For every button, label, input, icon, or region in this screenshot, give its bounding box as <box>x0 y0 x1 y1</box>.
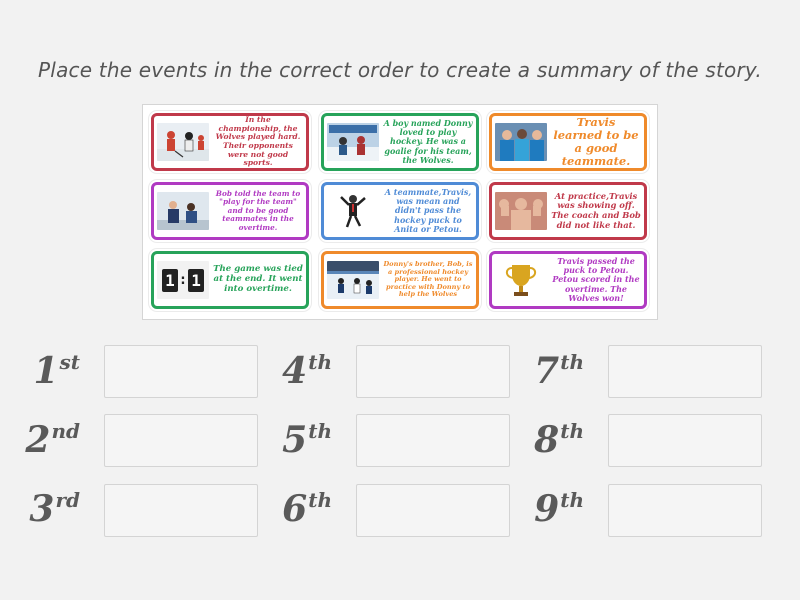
answer-slot-4[interactable] <box>356 345 510 398</box>
card-text: The game was tied at the end. It went into overtime. <box>213 264 303 294</box>
answer-slot-6[interactable] <box>356 484 510 537</box>
event-card-6[interactable] <box>489 182 647 240</box>
ordinal-label-8: 8th <box>534 419 584 461</box>
ordinal-label-6: 6th <box>282 488 332 530</box>
flexing-boy-photo-icon <box>495 192 547 230</box>
card-text: A teammate,Travis, was mean and didn't pass the hockey puck to Anita or Petou. <box>384 187 472 234</box>
answer-slot-5[interactable] <box>356 414 510 467</box>
ordinal-label-4: 4th <box>282 350 332 392</box>
event-card-9[interactable] <box>489 251 647 309</box>
instruction-text: Place the events in the correct order to create a summary of the story. <box>38 58 762 82</box>
ordinal-label-7: 7th <box>534 350 584 392</box>
ordinal-label-2: 2nd <box>25 419 80 461</box>
event-card-3[interactable] <box>489 113 647 171</box>
event-card-2[interactable] <box>321 113 479 171</box>
ordinal-label-9: 9th <box>534 488 584 530</box>
hockey-rink-photo-icon <box>327 261 379 299</box>
ordinal-label-1: 1st <box>33 350 80 392</box>
trophy-icon <box>495 261 547 299</box>
showing-off-figure-icon <box>327 192 379 230</box>
score-right: 1 <box>188 269 204 292</box>
card-text: At practice,Travis was showing off. The coach and Bob did not like that. <box>551 190 641 230</box>
answer-slot-9[interactable] <box>608 484 762 537</box>
answer-slot-1[interactable] <box>104 345 258 398</box>
answer-slot-8[interactable] <box>608 414 762 467</box>
card-text: Travis learned to be a good teammate. <box>553 114 639 169</box>
answer-slot-3[interactable] <box>104 484 258 537</box>
hockey-game-photo-icon <box>157 123 209 161</box>
card-text: Donny's brother, Bob, is a professional hockey player. He went to practice with Donny to help the Wolves <box>383 260 473 299</box>
card-text: In the championship, the Wolves played hard. Their opponents were not good sports. <box>215 114 301 168</box>
book-cover-photo-icon <box>327 123 379 161</box>
card-text: Travis passed the puck to Petou. Petou scored in the overtime. The Wolves won! <box>552 256 640 303</box>
ordinal-label-3: 3rd <box>29 488 80 530</box>
coach-talk-photo-icon <box>157 192 209 230</box>
card-text: A boy named Donny loved to play hockey. He was a goalie for his team, the Wolves. <box>383 118 473 165</box>
cards-sheet <box>142 104 658 320</box>
event-card-5[interactable] <box>321 182 479 240</box>
score-separator: : <box>178 272 188 288</box>
ordinal-label-5: 5th <box>282 419 332 461</box>
event-card-4[interactable] <box>151 182 309 240</box>
score-left: 1 <box>162 269 178 292</box>
team-huddle-photo-icon <box>495 123 547 161</box>
event-card-8[interactable] <box>321 251 479 309</box>
event-card-1[interactable] <box>151 113 309 171</box>
scoreboard-icon <box>157 261 209 299</box>
event-card-7[interactable] <box>151 251 309 309</box>
card-text: Bob told the team to "play for the team" and to be good teammates in the overtime. <box>215 189 301 232</box>
answer-slot-2[interactable] <box>104 414 258 467</box>
answer-slot-7[interactable] <box>608 345 762 398</box>
